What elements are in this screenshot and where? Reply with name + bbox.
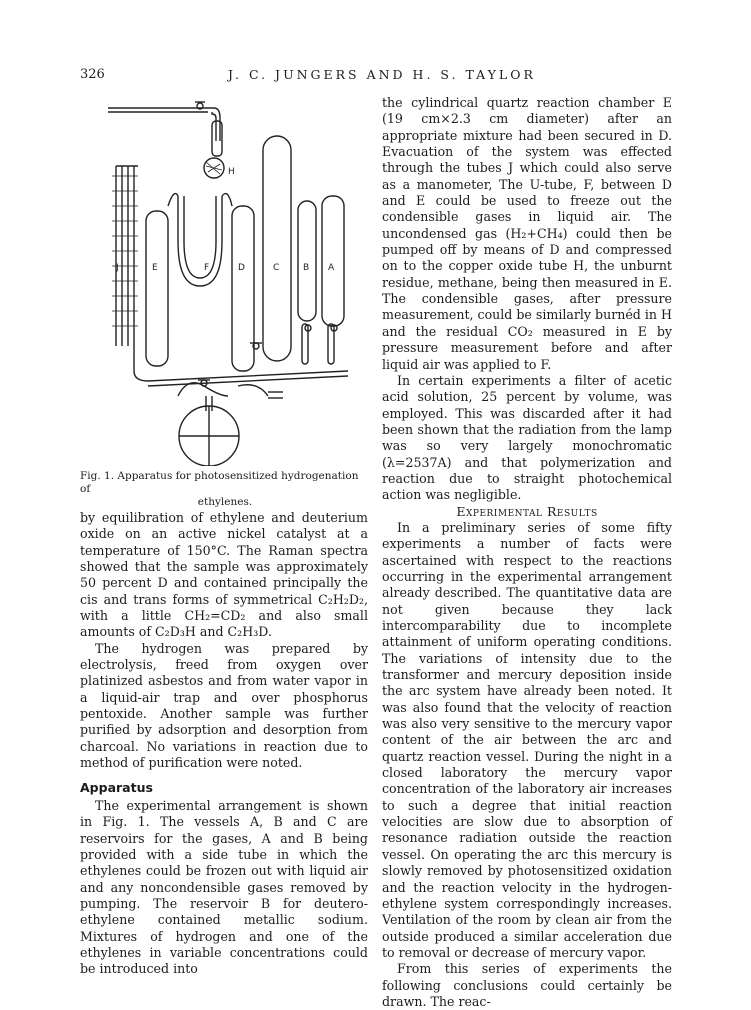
label-h: H [228, 167, 235, 177]
label-d: D [238, 263, 245, 273]
left-paragraph-3: The experimental arrangement is shown in Fig. 1. The vessels A, B and C are reservoirs for the gases, A and B being provided with a side tube in which the ethylenes could be frozen out with liquid air and any noncondensible gases removed by pumping. The reservoir B for deutero-ethylene contained metallic sodium. Mixtures of hydrogen and one of the ethylenes in variable concentrations could be introduced into [80, 797, 368, 977]
right-paragraph-4: From this series of experiments the following conclusions could certainly be drawn. The reac- [382, 961, 672, 1009]
label-f: F [204, 263, 210, 273]
apparatus-figure [108, 96, 366, 466]
section-heading-apparatus: Apparatus [80, 779, 153, 795]
left-paragraph-2: The hydrogen was prepared by electrolysis, freed from oxygen over platinized asbestos and from water vapor in a liquid-air trap and over phosphorus pentoxide. Another sample was further purified by adsorption and desorption from charcoal. No variations in reaction due to method of purification were noted. [80, 640, 368, 771]
label-b: B [303, 263, 310, 273]
label-e: E [152, 263, 158, 273]
right-column [382, 95, 672, 1010]
label-j: J [116, 263, 119, 273]
right-paragraph-1: the cylindrical quartz reaction chamber E (19 cm×2.3 cm diameter) after an appropriate mixture had been secured in D. Evacuation of the system was effected through the tubes J which could also serve as a manometer, The U-tube, F, between D and E could be used to freeze out the condensible gases in liquid air. The uncondensed gas (H₂+CH₄) could then be pumped off by means of D and compressed on to the copper oxide tube H, the unburnt residue, methane, being then measured in E. The condensible gases, after pressure measurement, could be similarly burnéd in H and the residual CO₂ measured in E by pressure measurement before and after liquid air was applied to F. [382, 95, 672, 372]
left-column [80, 510, 368, 978]
label-c: C [273, 263, 280, 273]
section-heading-results: Experimental Results [456, 503, 598, 519]
label-a: A [328, 263, 335, 273]
figure-caption-line2: ethylenes. [197, 496, 253, 508]
figure-caption-line1: Fig. 1. Apparatus for photosensitized hydrogenation of [80, 470, 359, 495]
running-head: J. C. JUNGERS AND H. S. TAYLOR [228, 67, 536, 82]
right-paragraph-2: In certain experiments a filter of acetic acid solution, 25 percent by volume, was employed. This was discarded after it had been shown that the radiation from the lamp was so very largely monochromatic (λ=2537A) and that polymerization and reaction due to straight photochemical action was negligible. [382, 372, 672, 503]
page-number: 326 [80, 67, 105, 82]
left-paragraph-1: by equilibration of ethylene and deuterium oxide on an active nickel catalyst at a temperature of 150°C. The Raman spectra showed that the sample was approximately 50 percent D and contained principally the cis and trans forms of symmetrical C₂H₂D₂, with a little CH₂=CD₂ and also small amounts of C₂D₃H and C₂H₃D. [80, 510, 368, 640]
right-paragraph-3: In a preliminary series of some fifty experiments a number of facts were ascertained with respect to the reactions occurring in the experimental arrangement already described. The quantitative data are not given because they lack intercomparability due to incomplete attainment of uniform operating conditions. The variations of intensity due to the transformer and mercury deposition inside the arc system have already been noted. It was also found that the velocity of reaction was also very sensitive to the mercury vapor content of the air between the arc and quartz reaction vessel. During the night in a closed laboratory the mercury vapor concentration of the laboratory air increases to such a degree that initial reaction velocities are slow due to absorption of resonance radiation outside the reaction vessel. On operating the arc this mercury is slowly removed by photosensitized oxidation and the reaction velocity in the hydrogen-ethylene system correspondingly increases. Ventilation of the room by clean air from the outside produced a similar acceleration due to removal or decrease of mercury vapor. [382, 519, 672, 960]
figure-caption [80, 470, 370, 509]
